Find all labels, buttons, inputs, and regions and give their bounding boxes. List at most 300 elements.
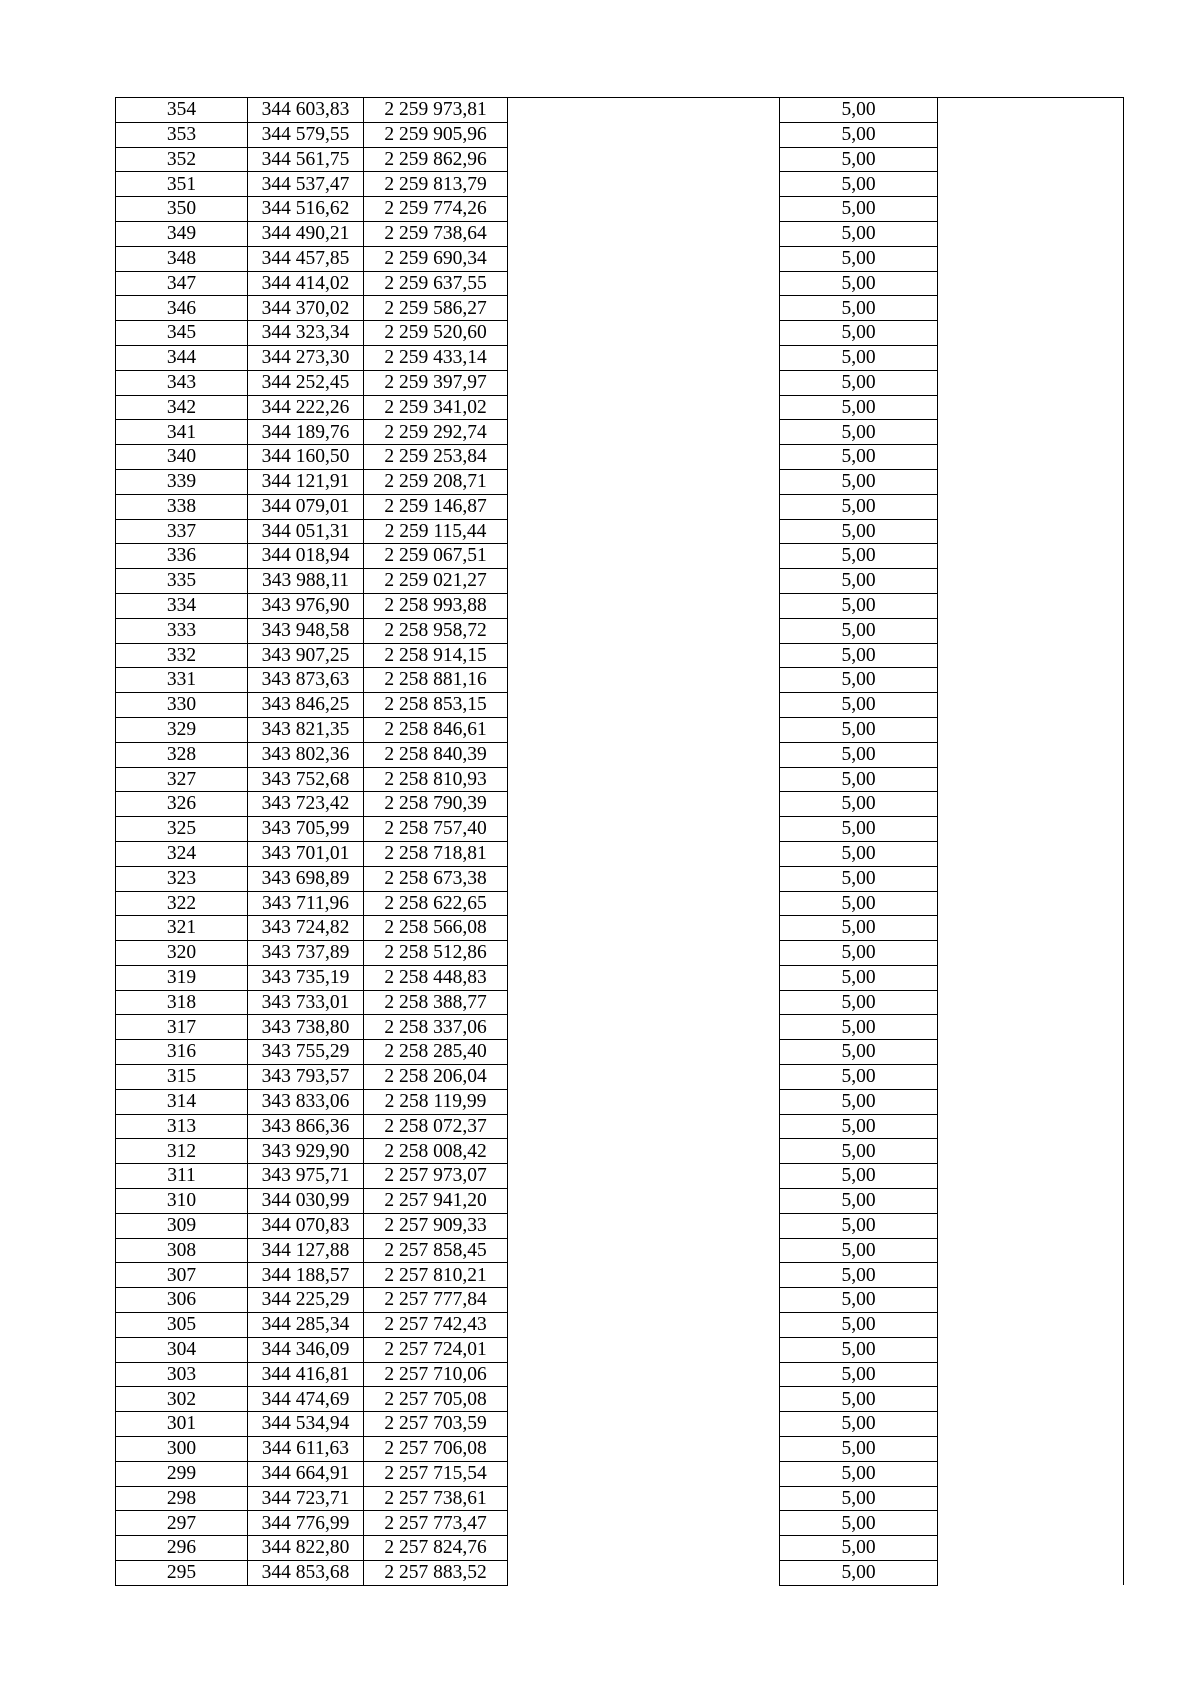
point-number-cell: 312 — [116, 1139, 248, 1164]
y-coordinate-cell: 2 257 738,61 — [364, 1486, 508, 1511]
x-coordinate-cell: 343 975,71 — [248, 1164, 364, 1189]
empty-cell — [938, 1139, 1124, 1164]
y-coordinate-cell: 2 259 905,96 — [364, 122, 508, 147]
table-row — [116, 197, 1124, 222]
empty-cell — [508, 1139, 780, 1164]
x-coordinate-cell: 344 537,47 — [248, 172, 364, 197]
empty-cell — [508, 1412, 780, 1437]
point-number-cell: 311 — [116, 1164, 248, 1189]
table-row — [116, 321, 1124, 346]
table-row — [116, 98, 1124, 123]
point-number-cell: 326 — [116, 792, 248, 817]
empty-cell — [938, 717, 1124, 742]
value-cell: 5,00 — [780, 345, 938, 370]
empty-cell — [938, 445, 1124, 470]
point-number-cell: 346 — [116, 296, 248, 321]
point-number-cell: 321 — [116, 916, 248, 941]
x-coordinate-cell: 343 948,58 — [248, 618, 364, 643]
point-number-cell: 351 — [116, 172, 248, 197]
y-coordinate-cell: 2 259 637,55 — [364, 271, 508, 296]
point-number-cell: 325 — [116, 817, 248, 842]
empty-cell — [508, 345, 780, 370]
point-number-cell: 336 — [116, 544, 248, 569]
table-row — [116, 271, 1124, 296]
y-coordinate-cell: 2 257 703,59 — [364, 1412, 508, 1437]
table-row — [116, 1337, 1124, 1362]
x-coordinate-cell: 344 561,75 — [248, 147, 364, 172]
point-number-cell: 328 — [116, 742, 248, 767]
empty-cell — [508, 122, 780, 147]
empty-cell — [508, 916, 780, 941]
x-coordinate-cell: 343 907,25 — [248, 643, 364, 668]
table-row — [116, 1387, 1124, 1412]
empty-cell — [938, 767, 1124, 792]
empty-cell — [508, 98, 780, 123]
point-number-cell: 331 — [116, 668, 248, 693]
table-row — [116, 1536, 1124, 1561]
table-row — [116, 296, 1124, 321]
empty-cell — [508, 271, 780, 296]
empty-cell — [508, 891, 780, 916]
value-cell: 5,00 — [780, 1288, 938, 1313]
empty-cell — [938, 1288, 1124, 1313]
empty-cell — [938, 1313, 1124, 1338]
x-coordinate-cell: 343 976,90 — [248, 593, 364, 618]
table-body — [116, 98, 1124, 1586]
empty-cell — [938, 866, 1124, 891]
y-coordinate-cell: 2 258 993,88 — [364, 593, 508, 618]
empty-cell — [938, 891, 1124, 916]
y-coordinate-cell: 2 258 790,39 — [364, 792, 508, 817]
empty-cell — [508, 1511, 780, 1536]
empty-cell — [508, 1015, 780, 1040]
y-coordinate-cell: 2 258 881,16 — [364, 668, 508, 693]
empty-cell — [508, 569, 780, 594]
point-number-cell: 298 — [116, 1486, 248, 1511]
table-row — [116, 1065, 1124, 1090]
empty-cell — [508, 866, 780, 891]
table-row — [116, 916, 1124, 941]
value-cell: 5,00 — [780, 891, 938, 916]
empty-cell — [938, 544, 1124, 569]
x-coordinate-cell: 343 738,80 — [248, 1015, 364, 1040]
empty-cell — [938, 1089, 1124, 1114]
empty-cell — [938, 618, 1124, 643]
empty-cell — [938, 593, 1124, 618]
x-coordinate-cell: 343 802,36 — [248, 742, 364, 767]
value-cell: 5,00 — [780, 1437, 938, 1462]
y-coordinate-cell: 2 258 622,65 — [364, 891, 508, 916]
table-row — [116, 618, 1124, 643]
empty-cell — [938, 172, 1124, 197]
x-coordinate-cell: 344 534,94 — [248, 1412, 364, 1437]
value-cell: 5,00 — [780, 593, 938, 618]
point-number-cell: 316 — [116, 1040, 248, 1065]
empty-cell — [508, 445, 780, 470]
table-row — [116, 593, 1124, 618]
empty-cell — [508, 1362, 780, 1387]
table-row — [116, 1486, 1124, 1511]
empty-cell — [938, 941, 1124, 966]
empty-cell — [508, 519, 780, 544]
x-coordinate-cell: 344 079,01 — [248, 494, 364, 519]
x-coordinate-cell: 344 579,55 — [248, 122, 364, 147]
value-cell: 5,00 — [780, 494, 938, 519]
y-coordinate-cell: 2 258 958,72 — [364, 618, 508, 643]
value-cell: 5,00 — [780, 221, 938, 246]
empty-cell — [508, 494, 780, 519]
empty-cell — [938, 693, 1124, 718]
empty-cell — [938, 1189, 1124, 1214]
table-row — [116, 1114, 1124, 1139]
point-number-cell: 334 — [116, 593, 248, 618]
table-row — [116, 941, 1124, 966]
point-number-cell: 342 — [116, 395, 248, 420]
empty-cell — [938, 246, 1124, 271]
point-number-cell: 345 — [116, 321, 248, 346]
value-cell: 5,00 — [780, 1263, 938, 1288]
x-coordinate-cell: 344 516,62 — [248, 197, 364, 222]
point-number-cell: 304 — [116, 1337, 248, 1362]
empty-cell — [508, 246, 780, 271]
table-row — [116, 544, 1124, 569]
table-row — [116, 1288, 1124, 1313]
point-number-cell: 347 — [116, 271, 248, 296]
table-row — [116, 742, 1124, 767]
empty-cell — [508, 1238, 780, 1263]
coordinates-table — [115, 97, 1124, 1586]
empty-cell — [508, 1387, 780, 1412]
x-coordinate-cell: 344 323,34 — [248, 321, 364, 346]
point-number-cell: 310 — [116, 1189, 248, 1214]
value-cell: 5,00 — [780, 668, 938, 693]
x-coordinate-cell: 343 988,11 — [248, 569, 364, 594]
point-number-cell: 320 — [116, 941, 248, 966]
table-row — [116, 693, 1124, 718]
point-number-cell: 309 — [116, 1213, 248, 1238]
y-coordinate-cell: 2 258 337,06 — [364, 1015, 508, 1040]
empty-cell — [938, 1213, 1124, 1238]
empty-cell — [508, 544, 780, 569]
y-coordinate-cell: 2 257 706,08 — [364, 1437, 508, 1462]
empty-cell — [938, 1362, 1124, 1387]
point-number-cell: 303 — [116, 1362, 248, 1387]
table-row — [116, 717, 1124, 742]
table-row — [116, 445, 1124, 470]
x-coordinate-cell: 343 705,99 — [248, 817, 364, 842]
y-coordinate-cell: 2 257 777,84 — [364, 1288, 508, 1313]
empty-cell — [938, 1461, 1124, 1486]
table-row — [116, 1511, 1124, 1536]
empty-cell — [938, 841, 1124, 866]
table-row — [116, 519, 1124, 544]
x-coordinate-cell: 344 474,69 — [248, 1387, 364, 1412]
value-cell: 5,00 — [780, 717, 938, 742]
empty-cell — [508, 817, 780, 842]
value-cell: 5,00 — [780, 1164, 938, 1189]
x-coordinate-cell: 344 603,83 — [248, 98, 364, 123]
x-coordinate-cell: 343 701,01 — [248, 841, 364, 866]
point-number-cell: 344 — [116, 345, 248, 370]
empty-cell — [938, 420, 1124, 445]
empty-cell — [508, 767, 780, 792]
y-coordinate-cell: 2 258 388,77 — [364, 990, 508, 1015]
point-number-cell: 296 — [116, 1536, 248, 1561]
y-coordinate-cell: 2 258 914,15 — [364, 643, 508, 668]
value-cell: 5,00 — [780, 965, 938, 990]
empty-cell — [938, 1486, 1124, 1511]
point-number-cell: 301 — [116, 1412, 248, 1437]
y-coordinate-cell: 2 257 941,20 — [364, 1189, 508, 1214]
point-number-cell: 315 — [116, 1065, 248, 1090]
empty-cell — [938, 1238, 1124, 1263]
table-row — [116, 1263, 1124, 1288]
y-coordinate-cell: 2 258 448,83 — [364, 965, 508, 990]
empty-cell — [508, 1065, 780, 1090]
y-coordinate-cell: 2 258 853,15 — [364, 693, 508, 718]
x-coordinate-cell: 343 821,35 — [248, 717, 364, 742]
empty-cell — [938, 197, 1124, 222]
x-coordinate-cell: 343 866,36 — [248, 1114, 364, 1139]
table-row — [116, 221, 1124, 246]
table-row — [116, 1089, 1124, 1114]
y-coordinate-cell: 2 259 520,60 — [364, 321, 508, 346]
y-coordinate-cell: 2 258 840,39 — [364, 742, 508, 767]
value-cell: 5,00 — [780, 916, 938, 941]
y-coordinate-cell: 2 257 705,08 — [364, 1387, 508, 1412]
empty-cell — [508, 221, 780, 246]
point-number-cell: 333 — [116, 618, 248, 643]
y-coordinate-cell: 2 258 673,38 — [364, 866, 508, 891]
empty-cell — [938, 1065, 1124, 1090]
value-cell: 5,00 — [780, 643, 938, 668]
y-coordinate-cell: 2 257 810,21 — [364, 1263, 508, 1288]
table-row — [116, 1238, 1124, 1263]
point-number-cell: 318 — [116, 990, 248, 1015]
value-cell: 5,00 — [780, 395, 938, 420]
value-cell: 5,00 — [780, 1114, 938, 1139]
table-row — [116, 1213, 1124, 1238]
y-coordinate-cell: 2 259 973,81 — [364, 98, 508, 123]
point-number-cell: 339 — [116, 469, 248, 494]
point-number-cell: 308 — [116, 1238, 248, 1263]
value-cell: 5,00 — [780, 1412, 938, 1437]
empty-cell — [508, 147, 780, 172]
empty-cell — [938, 271, 1124, 296]
value-cell: 5,00 — [780, 296, 938, 321]
point-number-cell: 319 — [116, 965, 248, 990]
table-row — [116, 172, 1124, 197]
table-row — [116, 990, 1124, 1015]
empty-cell — [938, 296, 1124, 321]
x-coordinate-cell: 344 252,45 — [248, 370, 364, 395]
value-cell: 5,00 — [780, 767, 938, 792]
y-coordinate-cell: 2 259 253,84 — [364, 445, 508, 470]
y-coordinate-cell: 2 257 858,45 — [364, 1238, 508, 1263]
value-cell: 5,00 — [780, 1511, 938, 1536]
empty-cell — [938, 1387, 1124, 1412]
empty-cell — [508, 321, 780, 346]
point-number-cell: 332 — [116, 643, 248, 668]
x-coordinate-cell: 344 414,02 — [248, 271, 364, 296]
y-coordinate-cell: 2 257 883,52 — [364, 1561, 508, 1586]
x-coordinate-cell: 343 793,57 — [248, 1065, 364, 1090]
empty-cell — [938, 668, 1124, 693]
table-row — [116, 1139, 1124, 1164]
empty-cell — [508, 1437, 780, 1462]
value-cell: 5,00 — [780, 1387, 938, 1412]
y-coordinate-cell: 2 257 715,54 — [364, 1461, 508, 1486]
x-coordinate-cell: 344 222,26 — [248, 395, 364, 420]
value-cell: 5,00 — [780, 98, 938, 123]
value-cell: 5,00 — [780, 866, 938, 891]
value-cell: 5,00 — [780, 246, 938, 271]
y-coordinate-cell: 2 257 824,76 — [364, 1536, 508, 1561]
x-coordinate-cell: 344 070,83 — [248, 1213, 364, 1238]
empty-cell — [938, 742, 1124, 767]
empty-cell — [508, 1486, 780, 1511]
empty-cell — [508, 1288, 780, 1313]
y-coordinate-cell: 2 257 710,06 — [364, 1362, 508, 1387]
table-row — [116, 1461, 1124, 1486]
x-coordinate-cell: 343 873,63 — [248, 668, 364, 693]
empty-cell — [508, 1461, 780, 1486]
y-coordinate-cell: 2 259 115,44 — [364, 519, 508, 544]
point-number-cell: 307 — [116, 1263, 248, 1288]
point-number-cell: 314 — [116, 1089, 248, 1114]
x-coordinate-cell: 344 285,34 — [248, 1313, 364, 1338]
y-coordinate-cell: 2 258 285,40 — [364, 1040, 508, 1065]
x-coordinate-cell: 344 723,71 — [248, 1486, 364, 1511]
empty-cell — [508, 965, 780, 990]
table-row — [116, 1561, 1124, 1586]
value-cell: 5,00 — [780, 544, 938, 569]
point-number-cell: 313 — [116, 1114, 248, 1139]
x-coordinate-cell: 344 051,31 — [248, 519, 364, 544]
y-coordinate-cell: 2 258 846,61 — [364, 717, 508, 742]
point-number-cell: 335 — [116, 569, 248, 594]
table-row — [116, 1015, 1124, 1040]
value-cell: 5,00 — [780, 1139, 938, 1164]
point-number-cell: 353 — [116, 122, 248, 147]
empty-cell — [508, 693, 780, 718]
y-coordinate-cell: 2 259 862,96 — [364, 147, 508, 172]
empty-cell — [508, 172, 780, 197]
value-cell: 5,00 — [780, 197, 938, 222]
empty-cell — [938, 1015, 1124, 1040]
value-cell: 5,00 — [780, 817, 938, 842]
empty-cell — [938, 569, 1124, 594]
empty-cell — [508, 1337, 780, 1362]
y-coordinate-cell: 2 257 909,33 — [364, 1213, 508, 1238]
empty-cell — [938, 643, 1124, 668]
x-coordinate-cell: 344 457,85 — [248, 246, 364, 271]
empty-cell — [938, 1337, 1124, 1362]
empty-cell — [938, 221, 1124, 246]
table-row — [116, 891, 1124, 916]
empty-cell — [938, 916, 1124, 941]
x-coordinate-cell: 344 018,94 — [248, 544, 364, 569]
point-number-cell: 305 — [116, 1313, 248, 1338]
empty-cell — [508, 668, 780, 693]
y-coordinate-cell: 2 257 973,07 — [364, 1164, 508, 1189]
table-row — [116, 817, 1124, 842]
empty-cell — [938, 494, 1124, 519]
empty-cell — [508, 1561, 780, 1586]
empty-cell — [508, 1164, 780, 1189]
table-row — [116, 122, 1124, 147]
empty-cell — [938, 1412, 1124, 1437]
table-row — [116, 370, 1124, 395]
empty-cell — [938, 98, 1124, 123]
point-number-cell: 306 — [116, 1288, 248, 1313]
y-coordinate-cell: 2 259 397,97 — [364, 370, 508, 395]
empty-cell — [508, 990, 780, 1015]
point-number-cell: 352 — [116, 147, 248, 172]
x-coordinate-cell: 343 737,89 — [248, 941, 364, 966]
empty-cell — [508, 841, 780, 866]
y-coordinate-cell: 2 258 072,37 — [364, 1114, 508, 1139]
point-number-cell: 323 — [116, 866, 248, 891]
x-coordinate-cell: 344 273,30 — [248, 345, 364, 370]
value-cell: 5,00 — [780, 1536, 938, 1561]
point-number-cell: 299 — [116, 1461, 248, 1486]
y-coordinate-cell: 2 257 773,47 — [364, 1511, 508, 1536]
empty-cell — [938, 817, 1124, 842]
empty-cell — [508, 717, 780, 742]
table-row — [116, 1362, 1124, 1387]
x-coordinate-cell: 344 121,91 — [248, 469, 364, 494]
y-coordinate-cell: 2 259 341,02 — [364, 395, 508, 420]
x-coordinate-cell: 344 416,81 — [248, 1362, 364, 1387]
value-cell: 5,00 — [780, 1362, 938, 1387]
point-number-cell: 297 — [116, 1511, 248, 1536]
x-coordinate-cell: 343 846,25 — [248, 693, 364, 718]
point-number-cell: 337 — [116, 519, 248, 544]
empty-cell — [508, 296, 780, 321]
x-coordinate-cell: 344 225,29 — [248, 1288, 364, 1313]
empty-cell — [938, 345, 1124, 370]
point-number-cell: 341 — [116, 420, 248, 445]
empty-cell — [508, 593, 780, 618]
point-number-cell: 300 — [116, 1437, 248, 1462]
y-coordinate-cell: 2 259 146,87 — [364, 494, 508, 519]
empty-cell — [508, 742, 780, 767]
empty-cell — [508, 370, 780, 395]
point-number-cell: 322 — [116, 891, 248, 916]
y-coordinate-cell: 2 257 742,43 — [364, 1313, 508, 1338]
table-row — [116, 246, 1124, 271]
x-coordinate-cell: 344 611,63 — [248, 1437, 364, 1462]
table-row — [116, 767, 1124, 792]
empty-cell — [508, 618, 780, 643]
empty-cell — [508, 197, 780, 222]
empty-cell — [508, 395, 780, 420]
value-cell: 5,00 — [780, 1461, 938, 1486]
x-coordinate-cell: 344 822,80 — [248, 1536, 364, 1561]
table-row — [116, 965, 1124, 990]
table-row — [116, 1412, 1124, 1437]
empty-cell — [938, 965, 1124, 990]
table-row — [116, 643, 1124, 668]
table-row — [116, 866, 1124, 891]
table-row — [116, 494, 1124, 519]
point-number-cell: 349 — [116, 221, 248, 246]
y-coordinate-cell: 2 259 433,14 — [364, 345, 508, 370]
y-coordinate-cell: 2 259 813,79 — [364, 172, 508, 197]
y-coordinate-cell: 2 258 566,08 — [364, 916, 508, 941]
point-number-cell: 343 — [116, 370, 248, 395]
